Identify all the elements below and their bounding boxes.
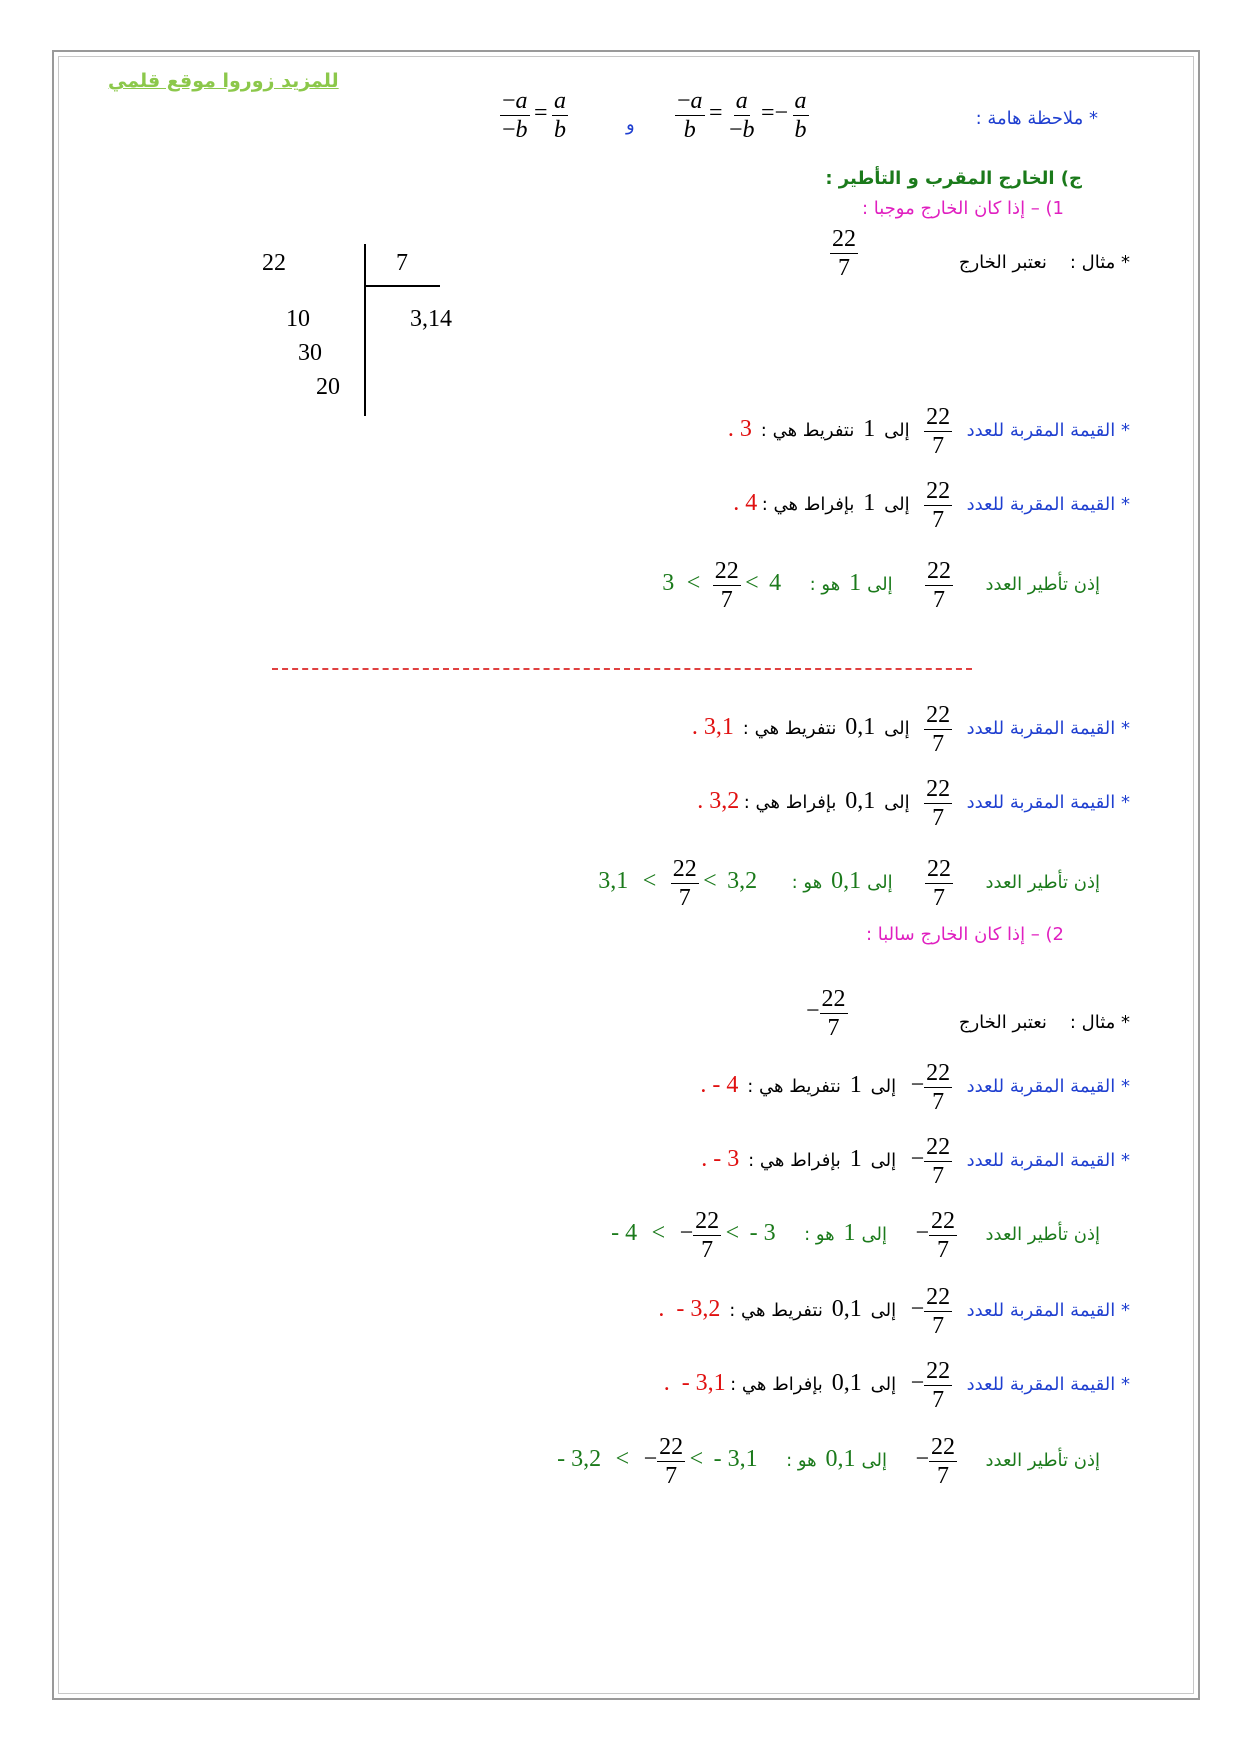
note-label: * ملاحظة هامة : [975, 108, 1098, 129]
case1-title: 1) – إذا كان الخارج موجبا : [861, 198, 1064, 219]
division-remainder: 10 [286, 306, 310, 332]
example1-fraction: $\frac{22}{7}$ [832, 226, 856, 282]
section-separator [272, 668, 972, 670]
frame-row: إذن تأطير العدد − $\frac{22}{7}$ إلى 1 هو : - 4 < − $\frac{22}{7}$ < - 3 [611, 1208, 1100, 1264]
approx-row: * القيمة المقربة للعدد − $\frac{22}{7}$ إلى 0,1 نتفريط هي : - 3,2 . [658, 1284, 1130, 1340]
approx-row: * القيمة المقربة للعدد − $\frac{22}{7}$ إلى 0,1 بإفراط هي : - 3,1 . [663, 1358, 1130, 1414]
division-vertical-line [364, 244, 366, 416]
note-connector: و [626, 114, 635, 135]
example1-label: * مثال : نعتبر الخارج [958, 252, 1130, 273]
site-link[interactable]: للمزيد زوروا موقع قلمي [108, 70, 339, 92]
approx-row: * القيمة المقربة للعدد $\frac{22}{7}$ إلى 1 نتفريط هي : 3 . [727, 404, 1130, 460]
approx-row: * القيمة المقربة للعدد $\frac{22}{7}$ إلى 1 بإفراط هي : 4 . [733, 478, 1130, 534]
approx-row: * القيمة المقربة للعدد $\frac{22}{7}$ إلى 0,1 بإفراط هي : 3,2 . [697, 776, 1130, 832]
note-identity-1: $\frac{-a}{b}$ = $\frac{a}{-b}$ =− $\frac{a}{b}$ [677, 88, 807, 144]
division-remainder: 30 [298, 340, 322, 366]
note-identity-2: $\frac{-a}{-b}$ = $\frac{a}{b}$ [502, 88, 566, 144]
example2-label: * مثال : نعتبر الخارج [958, 1012, 1130, 1033]
division-dividend: 22 [262, 250, 286, 276]
frame-row: إذن تأطير العدد $\frac{22}{7}$ إلى 0,1 هو : 3,1 < $\frac{22}{7}$ < 3,2 [598, 856, 1100, 912]
division-horizontal-line [364, 285, 440, 287]
section-title: ج) الخارج المقرب و التأطير : [825, 168, 1082, 189]
division-divisor: 7 [396, 250, 408, 276]
division-remainder: 20 [316, 374, 340, 400]
case2-title: 2) – إذا كان الخارج سالبا : [865, 924, 1064, 945]
frame-row: إذن تأطير العدد − $\frac{22}{7}$ إلى 0,1 هو : - 3,2 < − $\frac{22}{7}$ < - 3,1 [557, 1434, 1100, 1490]
frame-row: إذن تأطير العدد $\frac{22}{7}$ إلى 1 هو : 3 < $\frac{22}{7}$ < 4 [662, 558, 1100, 614]
approx-row: * القيمة المقربة للعدد $\frac{22}{7}$ إلى 0,1 نتفريط هي : 3,1 . [691, 702, 1130, 758]
approx-row: * القيمة المقربة للعدد − $\frac{22}{7}$ إلى 1 بإفراط هي : - 3 . [701, 1134, 1130, 1190]
example2-fraction: − $\frac{22}{7}$ [806, 986, 846, 1042]
approx-row: * القيمة المقربة للعدد − $\frac{22}{7}$ إلى 1 نتفريط هي : - 4 . [700, 1060, 1130, 1116]
division-quotient: 3,14 [410, 306, 452, 332]
